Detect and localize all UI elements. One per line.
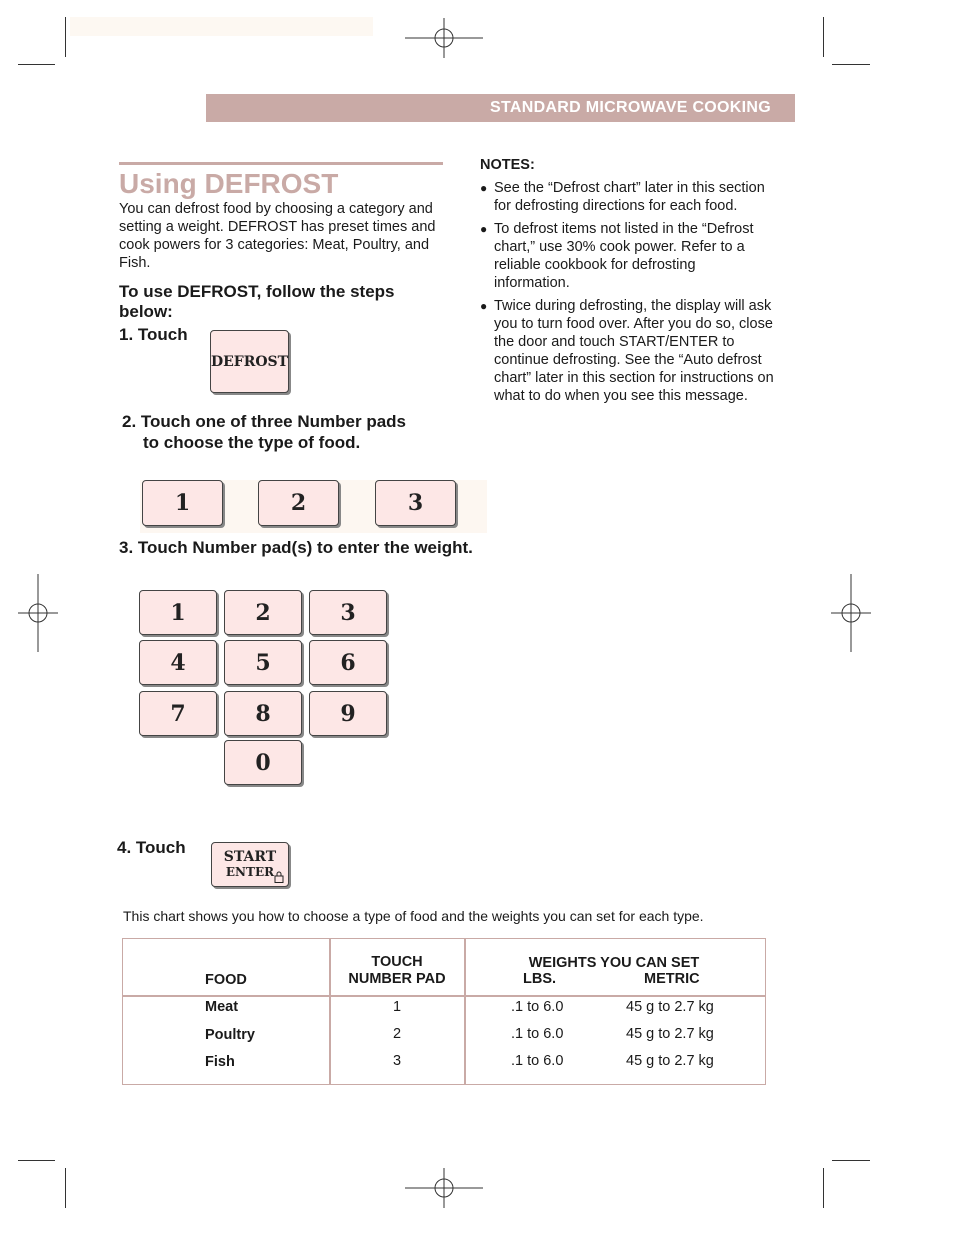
enter-label: ENTER [225, 864, 275, 879]
header-lbs: LBS. [523, 971, 557, 987]
table-cell-lbs: .1 to 6.0 [511, 999, 564, 1015]
table-cell-lbs: .1 to 6.0 [511, 1053, 564, 1069]
keypad-label: 8 [255, 700, 271, 727]
keypad-label: 7 [170, 700, 186, 727]
table-cell-food: Fish [205, 1054, 235, 1070]
table-cell-pad: 2 [392, 1026, 402, 1042]
note-item [480, 179, 775, 215]
crop-mark [832, 1160, 870, 1161]
chart-caption: This chart shows you how to choose a type of food and the weights you can set for each type. [123, 908, 704, 924]
defrost-button-label: DEFROST [210, 353, 289, 370]
crop-mark [823, 1168, 824, 1208]
crop-mark [18, 1160, 55, 1161]
table-cell-metric: 45 g to 2.7 kg [626, 1026, 714, 1042]
bullet-icon: ● [480, 299, 488, 313]
keypad-label: 9 [340, 700, 356, 727]
note-item [480, 220, 775, 292]
start-enter-button[interactable] [211, 842, 289, 887]
defrost-button[interactable] [210, 330, 289, 393]
keypad-label: 4 [170, 649, 186, 676]
step-2-label: 2. Touch one of three Number pads to choose the type of food. [122, 412, 406, 452]
bullet-icon: ● [480, 222, 488, 236]
notes-list [480, 179, 775, 410]
table-cell-food: Poultry [205, 1027, 255, 1043]
table-divider [123, 995, 765, 997]
note-text: To defrost items not listed in the “Defrost chart,” use 30% cook power. Refer to a reliable cookbook for defrosting information. [494, 221, 754, 291]
food-pad-label: 3 [407, 490, 424, 516]
table-cell-pad: 3 [392, 1053, 402, 1069]
registration-mark-icon [831, 574, 871, 652]
title-rule [119, 162, 443, 165]
header-touch-line2: NUMBER PAD [348, 971, 446, 987]
table-cell-metric: 45 g to 2.7 kg [626, 999, 714, 1015]
keypad-9-button[interactable] [309, 691, 387, 736]
keypad-2-button[interactable] [224, 590, 302, 635]
note-text: Twice during defrosting, the display will ask you to turn food over. After you do so, close the door and touch START/ENTER to continue defrosting. See the “Auto defrost chart” later in this section for instructions on what to do when you see this message. [494, 298, 774, 404]
header-weights: WEIGHTS YOU CAN SET [528, 955, 700, 971]
table-cell-pad: 1 [392, 999, 402, 1015]
keypad-1-button[interactable] [139, 590, 217, 635]
keypad-4-button[interactable] [139, 640, 217, 685]
keypad-label: 2 [255, 599, 271, 626]
header-touch [330, 954, 464, 988]
keypad-0-button[interactable] [224, 740, 302, 785]
crop-mark [823, 17, 824, 57]
table-cell-metric: 45 g to 2.7 kg [626, 1053, 714, 1069]
keypad-label: 6 [340, 649, 356, 676]
step-3-label: 3. Touch Number pad(s) to enter the weight. [119, 538, 473, 557]
crop-mark [65, 1168, 66, 1208]
food-pad-1-button[interactable] [142, 480, 223, 526]
start-label: START [223, 848, 277, 865]
header-touch-line1: TOUCH [371, 954, 423, 970]
top-tint-strip [70, 17, 373, 36]
keypad-7-button[interactable] [139, 691, 217, 736]
defrost-table [122, 938, 766, 1085]
step-4-label: 4. Touch [117, 838, 186, 857]
header-metric: METRIC [644, 971, 700, 987]
steps-heading: To use DEFROST, follow the steps below: [119, 282, 395, 321]
crop-mark [832, 64, 870, 65]
keypad-label: 5 [255, 649, 271, 676]
table-cell-food: Meat [205, 999, 239, 1015]
note-text: See the “Defrost chart” later in this section for defrosting directions for each food. [494, 180, 765, 214]
registration-mark-icon [18, 574, 58, 652]
keypad-5-button[interactable] [224, 640, 302, 685]
notes-heading: NOTES: [480, 157, 535, 173]
keypad-3-button[interactable] [309, 590, 387, 635]
section-header-bar [206, 94, 795, 122]
table-cell-lbs: .1 to 6.0 [511, 1026, 564, 1042]
keypad-label: 1 [170, 599, 186, 626]
food-pad-3-button[interactable] [375, 480, 456, 526]
step-1-label: 1. Touch [119, 325, 188, 344]
food-pad-label: 1 [174, 490, 191, 516]
header-food: FOOD [205, 972, 247, 988]
keypad-8-button[interactable] [224, 691, 302, 736]
keypad-label: 0 [255, 749, 271, 776]
section-title: STANDARD MICROWAVE COOKING [490, 99, 771, 116]
page-title: Using DEFROST [119, 168, 339, 199]
intro-paragraph: You can defrost food by choosing a category and setting a weight. DEFROST has preset times and cook powers for 3 categories: Meat, Poultry, and Fish. [119, 201, 436, 271]
keypad-label: 3 [340, 599, 356, 626]
keypad-6-button[interactable] [309, 640, 387, 685]
registration-mark-icon [405, 18, 483, 58]
registration-mark-icon [405, 1168, 483, 1208]
lock-icon [274, 871, 284, 883]
note-item [480, 297, 775, 405]
crop-mark [18, 64, 55, 65]
food-pad-label: 2 [290, 490, 307, 516]
crop-mark [65, 17, 66, 57]
bullet-icon: ● [480, 181, 488, 195]
food-pad-2-button[interactable] [258, 480, 339, 526]
